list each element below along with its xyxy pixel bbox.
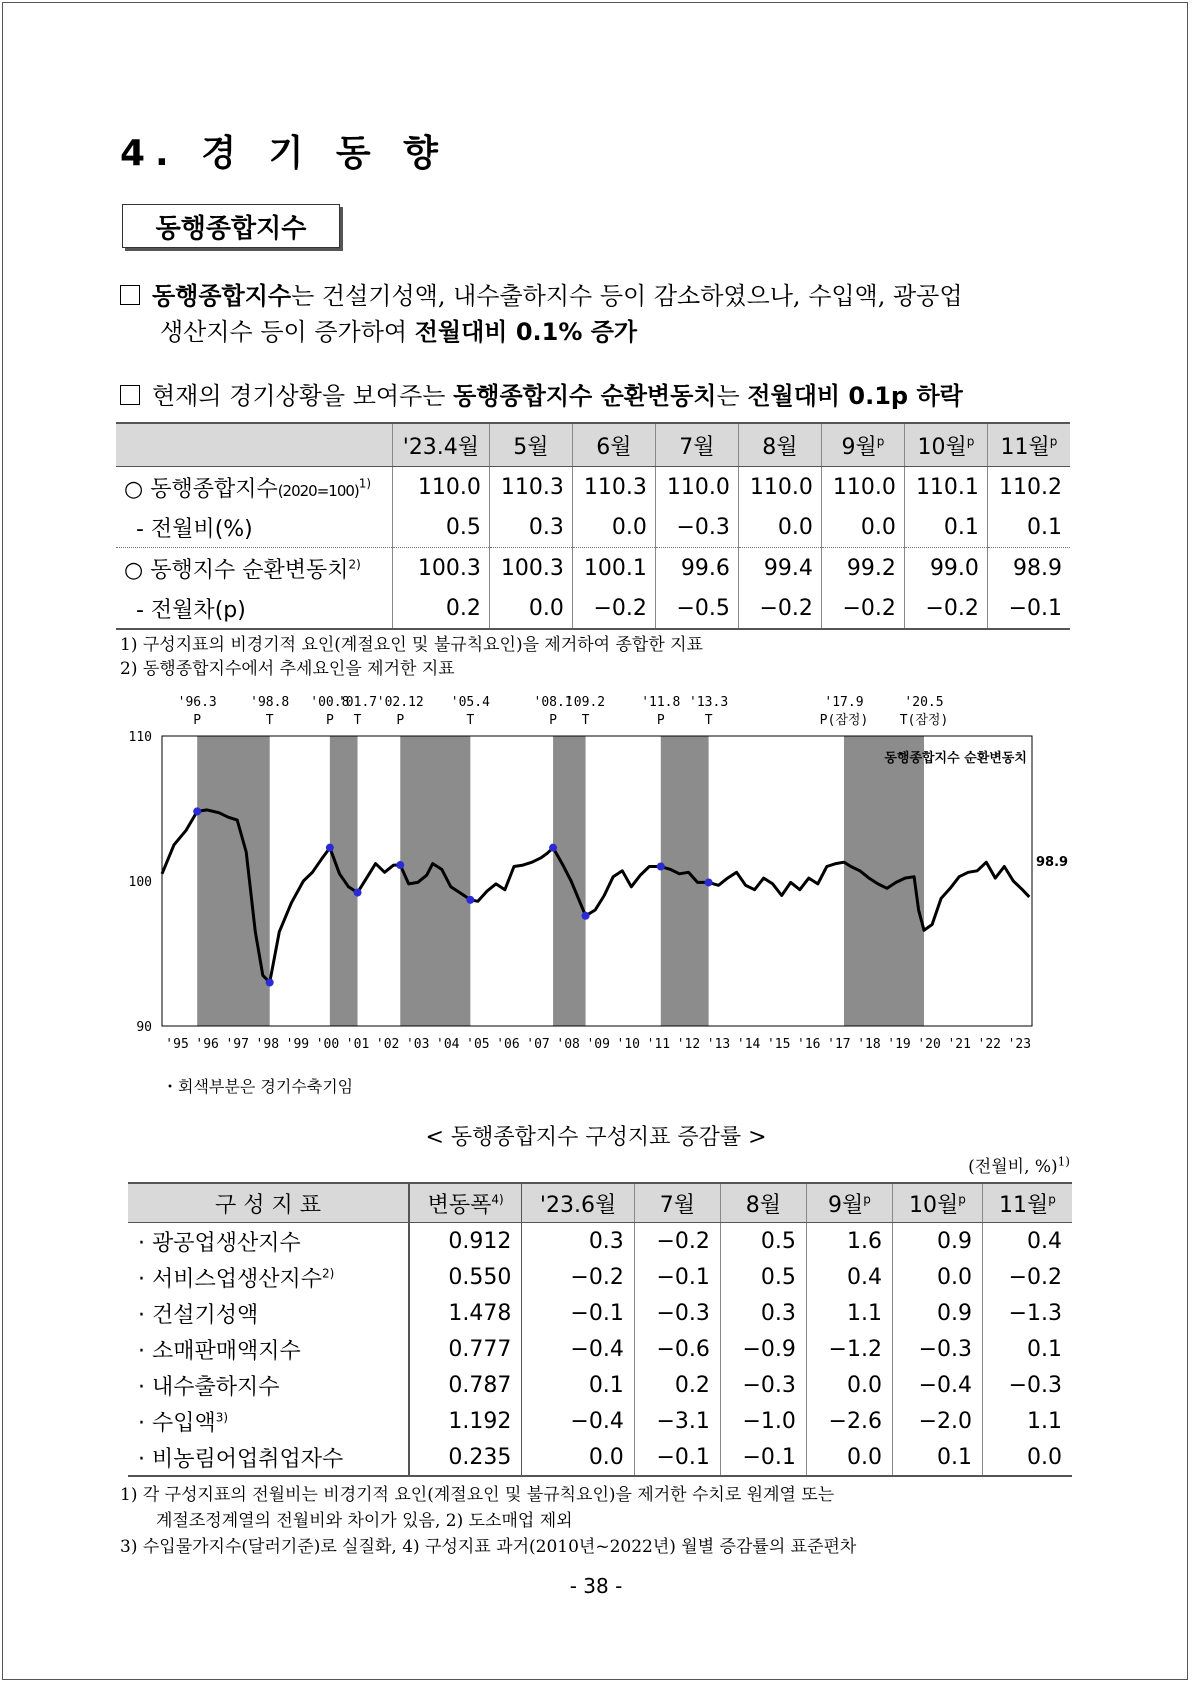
turning-point-type: P bbox=[193, 713, 202, 728]
x-tick-label: '02 bbox=[375, 1037, 400, 1052]
cell: −1.2 bbox=[806, 1331, 892, 1367]
turning-point-dot bbox=[705, 878, 713, 886]
cell: 110.3 bbox=[489, 467, 572, 508]
turning-point-type: T bbox=[265, 713, 274, 728]
cell: 0.0 bbox=[522, 1439, 634, 1476]
table-header-cell: 7월 bbox=[655, 423, 738, 467]
y-axis-labels bbox=[129, 730, 152, 1035]
row-label: · 내수출하지수 bbox=[138, 1374, 280, 1400]
turning-point-date: '05.4 bbox=[450, 695, 490, 710]
table2-note-1: 1) 각 구성지표의 전월비는 비경기적 요인(계절요인 및 불규칙요인)을 제거한 수치로 원계열 또는 bbox=[120, 1485, 835, 1505]
cell: −0.1 bbox=[522, 1295, 634, 1331]
row-label: · 소매판매액지수 bbox=[138, 1338, 301, 1364]
bullet-2 bbox=[120, 378, 1080, 414]
cell: 0.777 bbox=[409, 1331, 522, 1367]
cell: −0.3 bbox=[720, 1367, 806, 1403]
table2-unit: (전월비, %)$^{1)}$ bbox=[968, 1154, 1070, 1177]
cell: 100.1 bbox=[572, 548, 655, 589]
x-tick-label: '16 bbox=[797, 1037, 821, 1052]
turning-point-type: T bbox=[581, 713, 590, 728]
cell: −0.2 bbox=[634, 1223, 720, 1260]
turning-point-dot bbox=[193, 807, 201, 815]
x-tick-label: '04 bbox=[436, 1037, 460, 1052]
turning-point-date: '13.3 bbox=[689, 695, 729, 710]
x-tick-label: '15 bbox=[766, 1037, 791, 1052]
cell: −0.4 bbox=[522, 1403, 634, 1439]
table-row bbox=[116, 588, 1070, 629]
turning-point-dot bbox=[582, 912, 590, 920]
contraction-band bbox=[400, 736, 470, 1026]
bullet-1-term: 동행종합지수 bbox=[152, 282, 292, 310]
turning-point-date: '98.8 bbox=[250, 695, 290, 710]
coincident-index-table bbox=[116, 422, 1070, 630]
row-label: · 서비스업생산지수$^{2)}$ bbox=[138, 1266, 335, 1292]
turning-point-type: P bbox=[396, 713, 405, 728]
x-tick-label: '06 bbox=[496, 1037, 520, 1052]
table1-note-2: 2) 동행종합지수에서 추세요인을 제거한 지표 bbox=[120, 659, 455, 679]
cell: 0.1 bbox=[987, 507, 1070, 548]
cycle-chart bbox=[112, 690, 1072, 1070]
turning-point-date: '96.3 bbox=[177, 695, 217, 710]
x-tick-label: '01 bbox=[345, 1037, 370, 1052]
table-header-cell: 8월 bbox=[720, 1183, 806, 1223]
x-tick-label: '20 bbox=[917, 1037, 941, 1052]
turning-point-dot bbox=[466, 896, 474, 904]
contraction-band bbox=[844, 736, 924, 1026]
cell: −0.4 bbox=[892, 1367, 982, 1403]
bullet-1-text-a: 는 건설기성액, 내수출하지수 등이 감소하였으나, 수입액, 광공업 bbox=[291, 282, 963, 310]
y-tick-label: 90 bbox=[136, 1020, 152, 1035]
cell: −0.2 bbox=[982, 1259, 1072, 1295]
x-tick-label: '00 bbox=[315, 1037, 340, 1052]
cell: 0.4 bbox=[806, 1259, 892, 1295]
table-header-row bbox=[116, 423, 1070, 467]
row-label: - 전월비(%) bbox=[136, 516, 253, 542]
turning-point-type: P bbox=[656, 713, 665, 728]
cell: 0.0 bbox=[806, 1367, 892, 1403]
table-row bbox=[116, 467, 1070, 508]
cell: −2.6 bbox=[806, 1403, 892, 1439]
cell: −1.0 bbox=[720, 1403, 806, 1439]
turning-point-date: '17.9 bbox=[824, 695, 864, 710]
table-header-cell: 5월 bbox=[489, 423, 572, 467]
cell: 0.0 bbox=[982, 1439, 1072, 1476]
turning-point-date: '20.5 bbox=[904, 695, 944, 710]
x-tick-label: '18 bbox=[857, 1037, 881, 1052]
table-row bbox=[128, 1295, 1072, 1331]
x-tick-label: '19 bbox=[887, 1037, 911, 1052]
table-header-cell: '23.6월 bbox=[522, 1183, 634, 1223]
cell: −0.2 bbox=[821, 588, 904, 629]
cell: 0.5 bbox=[720, 1259, 806, 1295]
table-header-cell: 10월$^p$ bbox=[892, 1183, 982, 1223]
table2-note-2: 계절조정계열의 전월비와 차이가 있음, 2) 도소매업 제외 bbox=[156, 1511, 573, 1531]
x-tick-label: '97 bbox=[225, 1037, 249, 1052]
x-tick-label: '13 bbox=[706, 1037, 731, 1052]
cell: −0.1 bbox=[720, 1439, 806, 1476]
cell: 0.0 bbox=[821, 507, 904, 548]
cell: −2.0 bbox=[892, 1403, 982, 1439]
x-tick-label: '14 bbox=[736, 1037, 761, 1052]
cell: 0.235 bbox=[409, 1439, 522, 1476]
cell: −0.2 bbox=[572, 588, 655, 629]
cell: −0.2 bbox=[738, 588, 821, 629]
table-header-cell: 7월 bbox=[634, 1183, 720, 1223]
cell: 0.5 bbox=[393, 507, 490, 548]
table-header-row bbox=[128, 1183, 1072, 1223]
cell: 0.3 bbox=[522, 1223, 634, 1260]
cell: 1.1 bbox=[806, 1295, 892, 1331]
cell: −0.9 bbox=[720, 1331, 806, 1367]
turning-point-dot bbox=[549, 844, 557, 852]
cell: 0.1 bbox=[892, 1439, 982, 1476]
cell: 110.0 bbox=[393, 467, 490, 508]
turning-point-date: '02.12 bbox=[376, 695, 424, 710]
cell: 0.0 bbox=[892, 1259, 982, 1295]
turning-point-type: P bbox=[549, 713, 557, 728]
bullet-2-text-a: 현재의 경기상황을 보여주는 bbox=[152, 382, 454, 410]
cell: 0.1 bbox=[982, 1331, 1072, 1367]
cell: −0.2 bbox=[522, 1259, 634, 1295]
bullet-1-text-b: 생산지수 등이 증가하여 bbox=[160, 318, 415, 346]
cell: 0.5 bbox=[720, 1223, 806, 1260]
turning-point-type: P(잠정) bbox=[819, 713, 869, 728]
cell: −0.3 bbox=[634, 1295, 720, 1331]
cell: 0.0 bbox=[572, 507, 655, 548]
legend-label: 동행종합지수 순환변동치 bbox=[884, 751, 1027, 766]
turning-point-date: '11.8 bbox=[641, 695, 681, 710]
turning-point-type: T bbox=[466, 713, 475, 728]
cell: 110.0 bbox=[821, 467, 904, 508]
table-header-cell: 구 성 지 표 bbox=[128, 1183, 409, 1223]
cell: 0.1 bbox=[522, 1367, 634, 1403]
x-tick-label: '22 bbox=[977, 1037, 1002, 1052]
y-tick-label: 100 bbox=[128, 875, 152, 890]
turning-point-type: T bbox=[353, 713, 362, 728]
table-header-blank bbox=[116, 423, 393, 467]
x-tick-label: '03 bbox=[405, 1037, 430, 1052]
cell: 1.6 bbox=[806, 1223, 892, 1260]
turning-point-dot bbox=[326, 844, 334, 852]
table2-note-3: 3) 수입물가지수(달러기준)로 실질화, 4) 구성지표 과거(2010년~2022년) 월별 증감률의 표준편차 bbox=[120, 1537, 857, 1557]
cell: 1.1 bbox=[982, 1403, 1072, 1439]
table2-caption: < 동행종합지수 구성지표 증감률 > bbox=[425, 1125, 767, 1150]
row-label: · 수입액$^{3)}$ bbox=[138, 1410, 229, 1436]
turning-point-dot bbox=[657, 863, 665, 871]
table-header-cell: '23.4월 bbox=[393, 423, 490, 467]
table-header-cell: 변동폭$^{4)}$ bbox=[409, 1183, 522, 1223]
table-row bbox=[128, 1331, 1072, 1367]
cell: 0.2 bbox=[634, 1367, 720, 1403]
cell: 0.3 bbox=[720, 1295, 806, 1331]
cell: 0.9 bbox=[892, 1295, 982, 1331]
cell: 98.9 bbox=[987, 548, 1070, 589]
row-label: · 광공업생산지수 bbox=[138, 1230, 301, 1256]
subsection-title: 동행종합지수 bbox=[122, 204, 340, 248]
cell: 110.1 bbox=[904, 467, 987, 508]
turning-point-type: P bbox=[325, 713, 334, 728]
x-tick-label: '98 bbox=[255, 1037, 280, 1052]
y-tick-label: 110 bbox=[128, 730, 152, 745]
cell: 0.912 bbox=[409, 1223, 522, 1260]
turning-point-dot bbox=[396, 861, 404, 869]
cell: −0.1 bbox=[987, 588, 1070, 629]
table-header-cell: 11월$^p$ bbox=[982, 1183, 1072, 1223]
turning-point-date: '08.1 bbox=[533, 695, 573, 710]
cell: −3.1 bbox=[634, 1403, 720, 1439]
contraction-band bbox=[197, 736, 269, 1026]
cell: 0.3 bbox=[489, 507, 572, 548]
x-tick-label: '08 bbox=[556, 1037, 580, 1052]
table-header-cell: 9월$^p$ bbox=[806, 1183, 892, 1223]
cell: 0.4 bbox=[982, 1223, 1072, 1260]
bullet-1 bbox=[120, 278, 1080, 350]
cell: 0.0 bbox=[806, 1439, 892, 1476]
cell: 0.2 bbox=[393, 588, 490, 629]
cell: 100.3 bbox=[489, 548, 572, 589]
cell: −1.3 bbox=[982, 1295, 1072, 1331]
cell: 0.787 bbox=[409, 1367, 522, 1403]
cell: −0.1 bbox=[634, 1259, 720, 1295]
x-tick-label: '12 bbox=[676, 1037, 701, 1052]
cell: −0.6 bbox=[634, 1331, 720, 1367]
table1-note-1: 1) 구성지표의 비경기적 요인(계절요인 및 불규칙요인)을 제거하여 종합한 지표 bbox=[120, 635, 704, 655]
cell: 110.0 bbox=[738, 467, 821, 508]
chart-note: ・회색부분은 경기수축기임 bbox=[162, 1077, 354, 1096]
cell: −0.4 bbox=[522, 1331, 634, 1367]
turning-point-dot bbox=[266, 979, 274, 987]
table-header-cell: 9월$^p$ bbox=[821, 423, 904, 467]
table-header-cell: 8월 bbox=[738, 423, 821, 467]
cell: 99.6 bbox=[655, 548, 738, 589]
table-header-cell: 11월$^p$ bbox=[987, 423, 1070, 467]
cell: 100.3 bbox=[393, 548, 490, 589]
table-header-cell: 10월$^p$ bbox=[904, 423, 987, 467]
cell: 110.2 bbox=[987, 467, 1070, 508]
checkbox-square-icon bbox=[120, 385, 140, 405]
x-tick-label: '17 bbox=[827, 1037, 851, 1052]
x-tick-label: '05 bbox=[466, 1037, 490, 1052]
turning-point-date: '01.7 bbox=[337, 695, 378, 710]
contraction-band bbox=[553, 736, 585, 1026]
turning-point-dot bbox=[354, 889, 362, 897]
cell: 110.0 bbox=[655, 467, 738, 508]
turning-point-date: '00.8 bbox=[310, 695, 350, 710]
turning-point-labels bbox=[178, 695, 949, 728]
x-tick-label: '11 bbox=[646, 1037, 671, 1052]
turning-point-type: T bbox=[704, 713, 713, 728]
cell: −0.1 bbox=[634, 1439, 720, 1476]
bullet-2-text-b: 는 bbox=[716, 382, 748, 410]
cell: −0.5 bbox=[655, 588, 738, 629]
x-tick-label: '95 bbox=[165, 1037, 189, 1052]
table-header-cell: 6월 bbox=[572, 423, 655, 467]
section-title: 4. 경 기 동 향 bbox=[120, 133, 448, 174]
cell: 1.192 bbox=[409, 1403, 522, 1439]
x-axis-labels bbox=[165, 1037, 1031, 1052]
cell: −0.3 bbox=[982, 1367, 1072, 1403]
x-tick-label: '99 bbox=[285, 1037, 310, 1052]
table-row bbox=[128, 1259, 1072, 1295]
x-tick-label: '23 bbox=[1007, 1037, 1032, 1052]
row-label: · 비농림어업취업자수 bbox=[128, 1439, 409, 1476]
cell: −0.3 bbox=[655, 507, 738, 548]
row-label: ○ 동행종합지수(2020=100)$^{1)}$ bbox=[124, 476, 372, 502]
row-label: ○ 동행지수 순환변동치$^{2)}$ bbox=[116, 548, 393, 589]
x-tick-label: '10 bbox=[616, 1037, 641, 1052]
cell: 0.0 bbox=[489, 588, 572, 629]
cell: 0.1 bbox=[904, 507, 987, 548]
cell: −0.2 bbox=[904, 588, 987, 629]
cell: 1.478 bbox=[409, 1295, 522, 1331]
x-tick-label: '09 bbox=[586, 1037, 610, 1052]
turning-point-date: '09.2 bbox=[565, 695, 606, 710]
cell: 0.9 bbox=[892, 1223, 982, 1260]
cell: −0.3 bbox=[892, 1331, 982, 1367]
components-table bbox=[128, 1182, 1072, 1477]
bullet-2-term: 동행종합지수 순환변동치 bbox=[453, 382, 717, 410]
cell: 99.2 bbox=[821, 548, 904, 589]
bullet-2-result: 전월대비 0.1p 하락 bbox=[747, 382, 963, 410]
table-row bbox=[128, 1367, 1072, 1403]
cell: 99.0 bbox=[904, 548, 987, 589]
row-label: · 건설기성액 bbox=[138, 1302, 259, 1328]
table-row bbox=[116, 548, 1070, 589]
table-row bbox=[128, 1403, 1072, 1439]
table-row bbox=[128, 1223, 1072, 1260]
page-number: - 38 - bbox=[569, 1574, 623, 1598]
cell: 99.4 bbox=[738, 548, 821, 589]
bullet-1-result: 전월대비 0.1% 증가 bbox=[414, 318, 638, 346]
table-row bbox=[116, 507, 1070, 548]
x-tick-label: '07 bbox=[526, 1037, 550, 1052]
cell: 0.550 bbox=[409, 1259, 522, 1295]
turning-point-type: T(잠정) bbox=[899, 713, 949, 728]
cell: 110.3 bbox=[572, 467, 655, 508]
row-label: - 전월차(p) bbox=[116, 588, 393, 629]
end-value-label: 98.9 bbox=[1036, 855, 1069, 870]
x-tick-label: '21 bbox=[947, 1037, 971, 1052]
checkbox-square-icon bbox=[120, 285, 140, 305]
cell: 0.0 bbox=[738, 507, 821, 548]
table-row bbox=[128, 1439, 1072, 1476]
x-tick-label: '96 bbox=[195, 1037, 219, 1052]
